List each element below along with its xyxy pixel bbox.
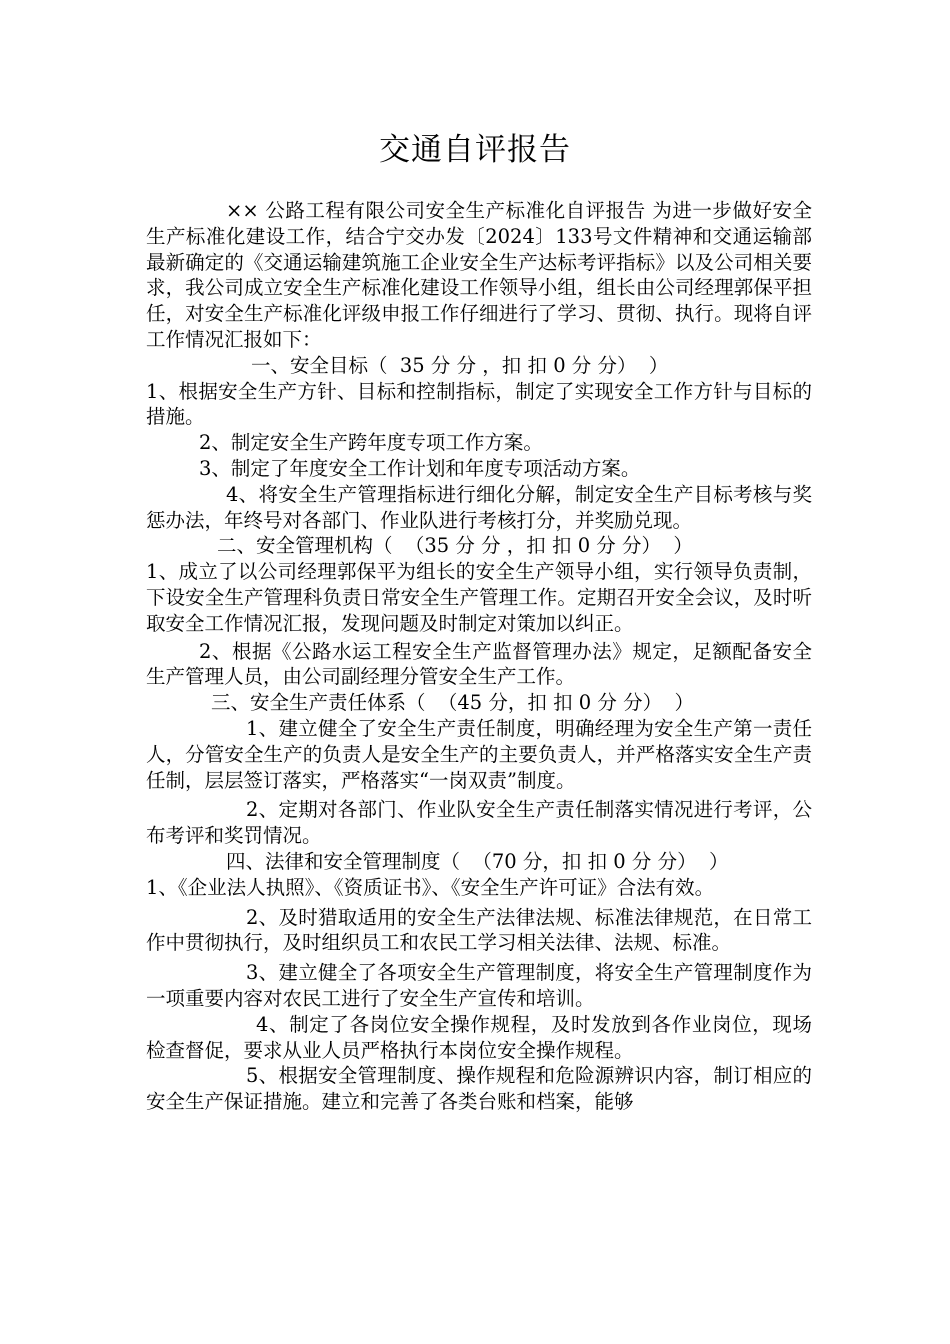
paragraph: 1、《企业法人执照》、《资质证书》、《安全生产许可证》合法有效。 [146, 875, 715, 899]
paragraph: 2、定期对各部门、作业队安全生产责任制落实情况进行考评，公布考评和奖罚情况。 [146, 798, 812, 848]
paragraph: 2、及时猎取适用的安全生产法律法规、标准法律规范，在日常工作中贯彻执行，及时组织员工和农民工学习相关法律、法规、标准。 [146, 905, 812, 955]
paragraph: ×× 公路工程有限公司安全生产标准化自评报告 为进一步做好安全生产标准化建设工作，结合宁交办发〔2024〕133号文件精神和交通运输部最新确定的《交通运输建筑施工企业安全生产达标考评指标》以及公司相关要求，我公司成立安全生产标准化建设工作领导小组，组长由公司经理郭保平担任，对安全生产标准化评级申报工作仔细进行了学习、贯彻、执行。现将自评工作情况汇报如下： [146, 199, 812, 351]
paragraph: 1、根据安全生产方针、目标和控制指标，制定了实现安全工作方针与目标的措施。 [146, 379, 812, 429]
document-body [146, 198, 812, 1115]
paragraph: 4、将安全生产管理指标进行细化分解，制定安全生产目标考核与奖惩办法，年终号对各部门、作业队进行考核打分，并奖励兑现。 [146, 482, 812, 532]
section-heading: 三、安全生产责任体系（ （45 分，扣 扣 0 分 分） ） [211, 691, 695, 715]
paragraph: 2、制定安全生产跨年度专项工作方案。 [199, 431, 543, 455]
paragraph: 5、根据安全管理制度、操作规程和危险源辨识内容，制订相应的安全生产保证措施。建立和完善了各类台账和档案，能够 [146, 1064, 812, 1114]
paragraph: 4、制定了各岗位安全操作规程，及时发放到各作业岗位，现场检查督促，要求从业人员严格执行本岗位安全操作规程。 [146, 1012, 812, 1062]
paragraph: 1、建立健全了安全生产责任制度，明确经理为安全生产第一责任人，分管安全生产的负责人是安全生产的主要负责人，并严格落实安全生产责任制，层层签订落实，严格落实“一岗双责”制度。 [146, 716, 812, 792]
document-title: 交通自评报告 [379, 132, 571, 168]
paragraph: 1、成立了以公司经理郭保平为组长的安全生产领导小组，实行领导负责制，下设安全生产管理科负责日常安全生产管理工作。定期召开安全会议，及时听取安全工作情况汇报，发现问题及时制定对策加以纠正。 [146, 560, 812, 635]
section-heading: 二、安全管理机构（ （35 分 分 ，扣 扣 0 分 分） ） [217, 534, 693, 558]
paragraph: 3、建立健全了各项安全生产管理制度，将安全生产管理制度作为一项重要内容对农民工进行了安全生产宣传和培训。 [146, 961, 812, 1010]
paragraph: 2、根据《公路水运工程安全生产监督管理办法》规定，足额配备安全生产管理人员，由公司副经理分管安全生产工作。 [146, 639, 812, 689]
paragraph: 3、制定了年度安全工作计划和年度专项活动方案。 [199, 456, 641, 480]
section-heading: 四、法律和安全管理制度（ （70 分，扣 扣 0 分 分） ） [226, 849, 729, 873]
section-heading: 一、安全目标（ 35 分 分 ，扣 扣 0 分 分） ） [251, 353, 669, 377]
